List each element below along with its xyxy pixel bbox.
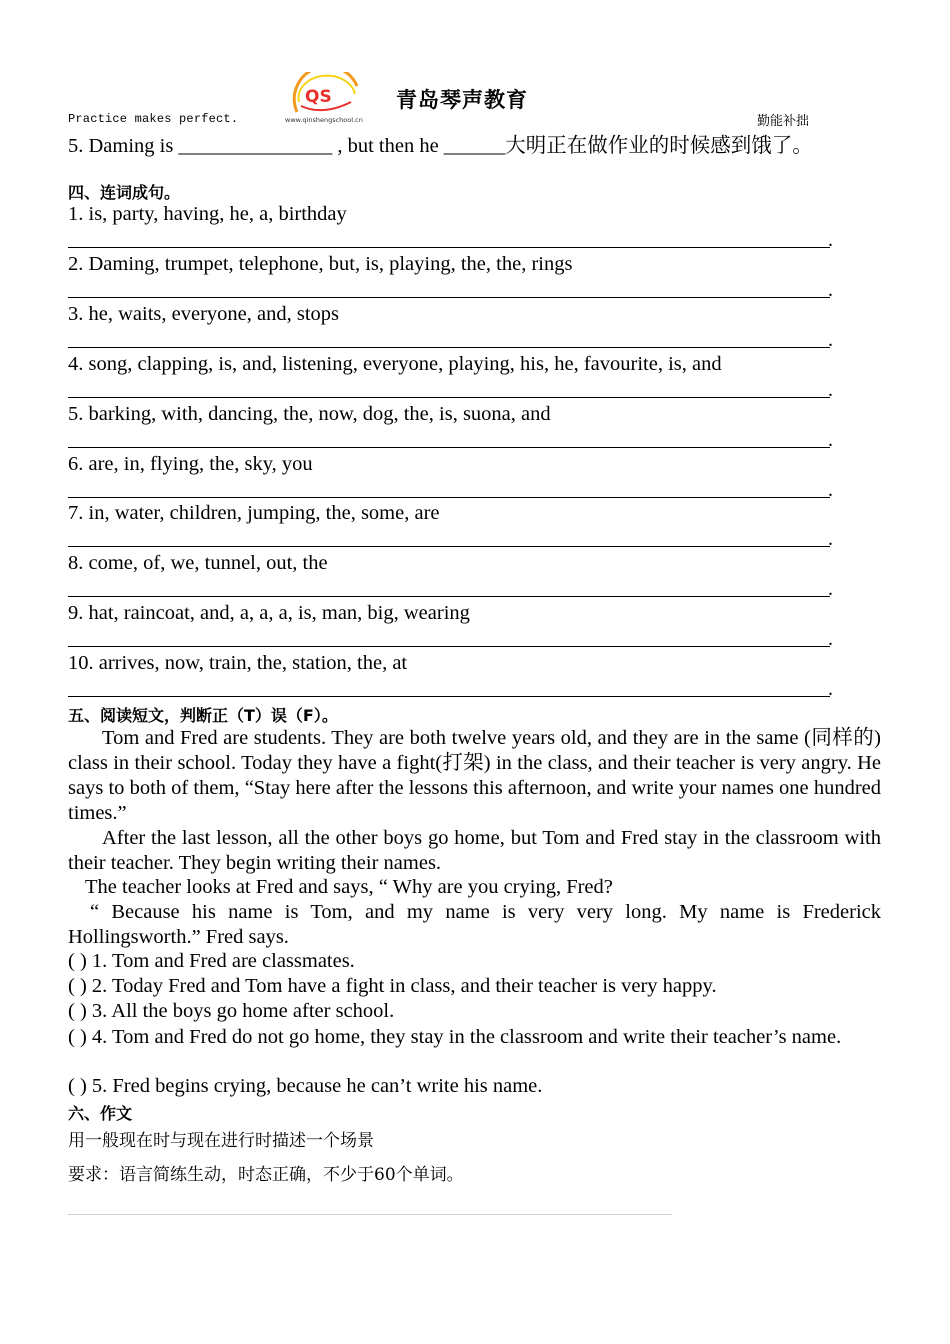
answer-period: . xyxy=(828,678,833,701)
essay-requirement: 要求：语言简练生动，时态正确，不少于60个单词。 xyxy=(68,1165,464,1185)
sentence-prompt: 10. arrives, now, train, the, station, the, at xyxy=(68,652,408,675)
answer-period: . xyxy=(828,378,833,401)
answer-line[interactable] xyxy=(68,347,830,348)
header-motto: Practice makes perfect. xyxy=(68,112,239,126)
sentence-prompt: 8. come, of, we, tunnel, out, the xyxy=(68,552,328,575)
header-right-text: 勤能补拙 xyxy=(757,113,810,128)
tf-question-5: ( ) 5. Fred begins crying, because he can’t write his name. xyxy=(68,1075,543,1097)
logo-url: www.qinshengschool.cn xyxy=(285,116,363,124)
answer-line[interactable] xyxy=(68,497,830,498)
tf-question-2: ( ) 2. Today Fred and Tom have a fight in class, and their teacher is very happy. xyxy=(68,975,717,997)
brand-name: 青岛琴声教育 xyxy=(396,88,528,112)
answer-period: . xyxy=(828,428,833,451)
sentence-prompt: 7. in, water, children, jumping, the, some, are xyxy=(68,502,440,525)
answer-period: . xyxy=(828,229,833,251)
essay-divider xyxy=(68,1214,672,1215)
sentence-prompt: 3. he, waits, everyone, and, stops xyxy=(68,302,339,325)
sentence-prompt: 1. is, party, having, he, a, birthday xyxy=(68,203,347,225)
section-6-title: 六、作文 xyxy=(68,1104,133,1123)
tf-question-4 xyxy=(68,1025,881,1050)
reading-paragraph-3: The teacher looks at Fred and says, “ Why are you crying, Fred? xyxy=(85,876,613,898)
answer-period: . xyxy=(828,528,833,551)
sentence-prompt: 2. Daming, trumpet, telephone, but, is, playing, the, the, rings xyxy=(68,252,573,275)
tf-question-1: ( ) 1. Tom and Fred are classmates. xyxy=(68,950,355,972)
answer-line[interactable] xyxy=(68,247,830,248)
answer-period: . xyxy=(828,478,833,501)
sentence-prompt: 5. barking, with, dancing, the, now, dog, the, is, suona, and xyxy=(68,402,551,425)
answer-period: . xyxy=(828,628,833,651)
sentence-prompt: 4. song, clapping, is, and, listening, everyone, playing, his, he, favourite, is, and xyxy=(68,352,722,375)
reading-paragraph-1: Tom and Fred are students. They are both twelve years old, and they are in the same (同样的) class in their school. Today they have a fight(打架) in the class, and their teacher is very angry. He says to both of them, “Stay here after the lessons this afternoon, and write your names one hundred times.” xyxy=(68,727,881,824)
sentence-prompt: 9. hat, raincoat, and, a, a, a, is, man, big, wearing xyxy=(68,602,470,625)
answer-line[interactable] xyxy=(68,546,830,547)
tf-question-3: ( ) 3. All the boys go home after school. xyxy=(68,1000,395,1022)
answer-line[interactable] xyxy=(68,297,830,298)
answer-line[interactable] xyxy=(68,447,830,448)
answer-line[interactable] xyxy=(68,596,830,597)
tf-question-4-text: ( ) 4. Tom and Fred do not go home, they stay in the classroom and write their teacher’s name. xyxy=(68,1026,842,1048)
section-4-title: 四、连词成句。 xyxy=(68,183,181,202)
answer-line[interactable] xyxy=(68,646,830,647)
section-5-title: 五、阅读短文，判断正（T）误（F）。 xyxy=(68,706,338,725)
reading-paragraph-4: “ Because his name is Tom, and my name is very very long. My name is Frederick Hollingsworth.” Fred says. xyxy=(68,901,881,948)
answer-line[interactable] xyxy=(68,696,830,697)
school-logo xyxy=(283,72,381,126)
reading-paragraph-2: After the last lesson, all the other boys go home, but Tom and Fred stay in the classroom with their teacher. They begin writing their names. xyxy=(68,827,881,874)
essay-instruction: 用一般现在时与现在进行时描述一个场景 xyxy=(68,1131,374,1151)
answer-period: . xyxy=(828,278,833,301)
sentence-prompt: 6. are, in, flying, the, sky, you xyxy=(68,452,313,475)
answer-line[interactable] xyxy=(68,397,830,398)
answer-period: . xyxy=(828,328,833,351)
answer-period: . xyxy=(828,578,833,601)
prev-question-5: 5. Daming is _______________ , but then he ______大明正在做作业的时候感到饿了。 xyxy=(68,135,813,157)
logo-text: QS xyxy=(305,87,332,107)
